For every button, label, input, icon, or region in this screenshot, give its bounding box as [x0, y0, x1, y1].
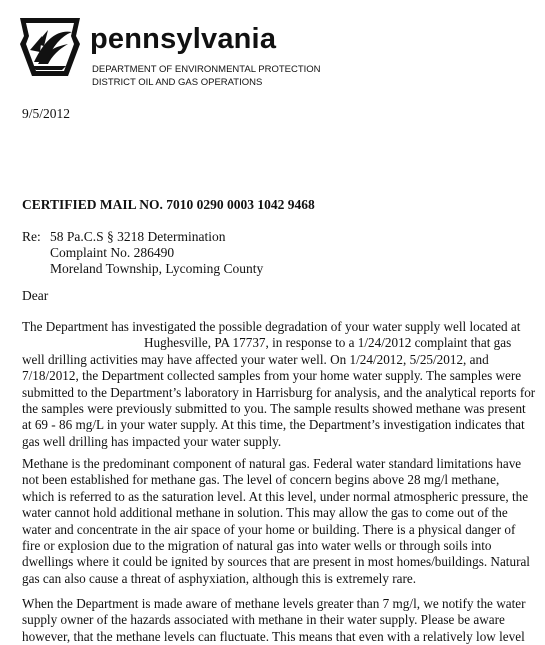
- paragraph-line: Hughesville, PA 17737, in response to a 1/24/2012 complaint that gas: [144, 335, 512, 351]
- paragraph-line: the samples were previously submitted to you. The sample results showed methane was present: [22, 401, 526, 417]
- paragraph-line: The Department has investigated the possible degradation of your water supply well located at: [22, 319, 521, 334]
- paragraph-line: however, that the methane levels can fluctuate. This means that even with a relatively low level: [22, 628, 525, 644]
- re-label: Re:: [22, 229, 41, 244]
- re-lines: [50, 229, 263, 277]
- paragraph-line: submitted to the Department’s laboratory in Harrisburg for analysis, and the analytical reports for: [22, 384, 536, 400]
- paragraph-line: dwellings where it could be ignited by sources that are present in most homes/buildings. Natural: [22, 554, 530, 570]
- keystone-logo-icon: [16, 14, 84, 80]
- salutation: Dear: [22, 288, 49, 303]
- re-line: 58 Pa.C.S § 3218 Determination: [50, 229, 226, 244]
- letterhead-department: [92, 63, 321, 89]
- paragraph-line: supply owner of the hazards associated with methane in their water supply. Please be aware: [22, 612, 505, 628]
- paragraph-line: water cannot hold additional methane in solution. This may allow the gas to come out of the: [22, 505, 508, 521]
- paragraph-methane: [22, 456, 534, 587]
- paragraph-notification: [22, 596, 534, 645]
- paragraph-line: not been established for methane gas. The level of concern begins above 28 mg/l methane,: [22, 472, 500, 488]
- letter-date: 9/5/2012: [22, 106, 71, 121]
- certified-mail-number: CERTIFIED MAIL NO. 7010 0290 0003 1042 9468: [22, 197, 315, 212]
- letterhead-wordmark: pennsylvania: [90, 23, 277, 55]
- paragraph-line: Methane is the predominant component of natural gas. Federal water standard limitations have: [22, 456, 522, 471]
- paragraph-line: gas can also cause a threat of asphyxiation, although this is extremely rare.: [22, 570, 417, 586]
- paragraph-line: at 69 - 86 mg/L in your water supply. At this time, the Department’s investigation indicates that: [22, 417, 525, 433]
- paragraph-investigation: [22, 319, 534, 450]
- office-name: DISTRICT OIL AND GAS OPERATIONS: [92, 77, 263, 88]
- paragraph-line: which is referred to as the saturation level. At this level, under normal atmospheric pressure, the: [22, 488, 529, 504]
- paragraph-line: When the Department is made aware of methane levels greater than 7 mg/l, we notify the water: [22, 596, 526, 611]
- letterhead: [16, 14, 336, 94]
- paragraph-line: well drilling activities may have affected your water well. On 1/24/2012, 5/25/2012, and: [22, 351, 489, 367]
- paragraph-line: water and concentrate in the air space of your home or building. There is a physical danger of: [22, 521, 516, 537]
- paragraph-line: fire or explosion due to the migration of natural gas into water wells or through soils into: [22, 538, 492, 554]
- paragraph-line: gas well drilling has impacted your water supply.: [22, 433, 282, 449]
- department-name: DEPARTMENT OF ENVIRONMENTAL PROTECTION: [92, 64, 321, 75]
- paragraph-line: 7/18/2012, the Department collected samples from your home water supply. The samples were: [22, 368, 522, 384]
- re-line: Complaint No. 286490: [50, 245, 175, 260]
- re-line: Moreland Township, Lycoming County: [50, 261, 264, 276]
